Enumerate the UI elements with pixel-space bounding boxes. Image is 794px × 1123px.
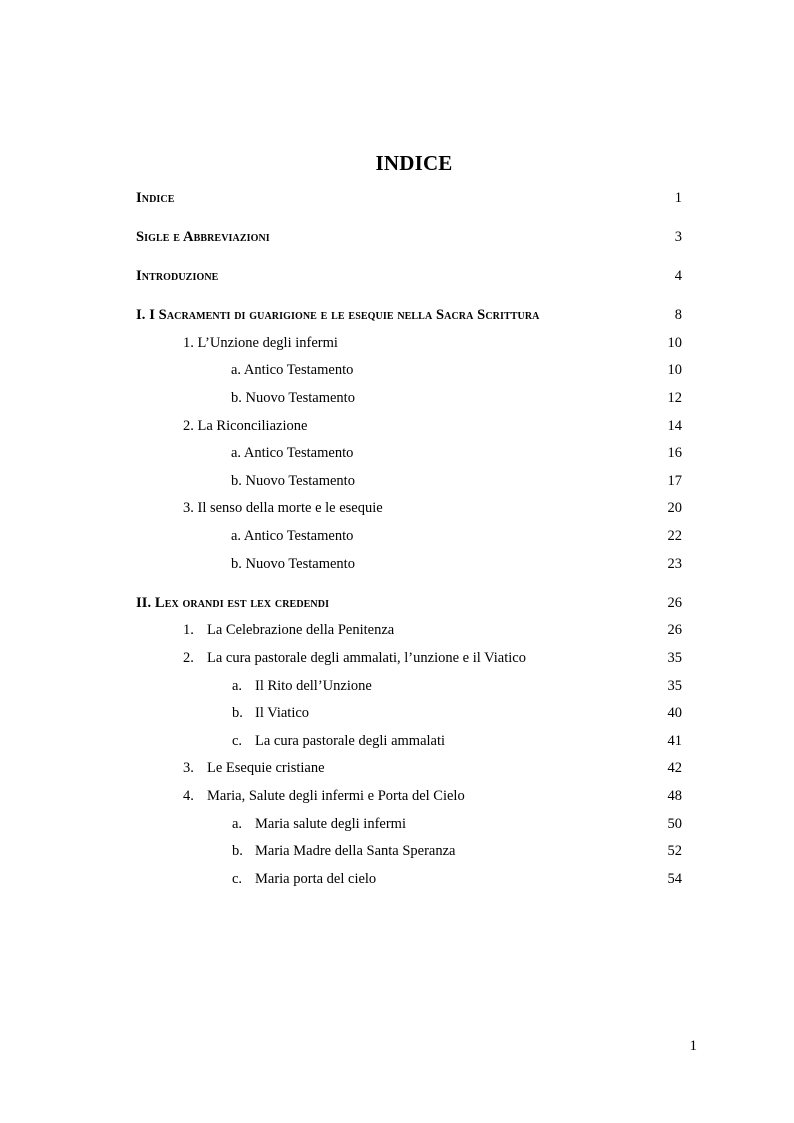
toc-section[interactable] [136,333,682,353]
toc-entry-page: 20 [667,500,682,516]
toc-subsection[interactable] [136,731,682,751]
toc-section[interactable] [136,416,682,436]
toc-chapter-1[interactable] [136,305,682,325]
toc-entry-label: La Celebrazione della Penitenza [207,622,395,638]
toc-entry-page: 16 [667,445,682,461]
toc-entry-page: 4 [674,268,682,284]
toc-entry-page: 12 [667,390,682,406]
toc-entry-page: 41 [667,733,682,749]
toc-entry-label: Indice [136,190,175,206]
toc-entry-page: 54 [667,871,682,887]
toc-entry-label: a. Antico Testamento [231,528,354,544]
toc-entry-page: 26 [667,622,682,638]
toc-entry-page: 14 [667,418,682,434]
toc-entry-label: b. Nuovo Testamento [231,390,355,406]
toc-entry-label: b. Nuovo Testamento [231,556,355,572]
toc-entry-label: Maria, Salute degli infermi e Porta del Cielo [207,788,465,804]
toc-section[interactable] [136,620,682,640]
toc-subsection[interactable] [136,388,682,408]
page-title: INDICE [375,151,453,175]
toc-entry-label: 1. L’Unzione degli infermi [183,335,338,351]
toc-entry-label: 2. La Riconciliazione [183,418,308,434]
toc-entry-label: a. Antico Testamento [231,362,354,378]
toc-entry-label: Il Rito dell’Unzione [255,678,372,694]
toc-subsection[interactable] [136,869,682,889]
toc-subsection[interactable] [136,443,682,463]
toc-entry-page: 8 [674,307,682,323]
toc-subsection[interactable] [136,841,682,861]
toc-entry-number: c. [232,733,243,749]
toc-section[interactable] [136,786,682,806]
toc-entry-number: b. [232,843,243,859]
toc-subsection[interactable] [136,676,682,696]
toc-subsection[interactable] [136,360,682,380]
toc-entry-number: a. [232,816,243,832]
toc-entry-indice[interactable] [136,188,682,208]
toc-entry-page: 10 [667,362,682,378]
toc-entry-page: 3 [674,229,682,245]
toc-entry-page: 10 [667,335,682,351]
toc-entry-label: Le Esequie cristiane [207,760,325,776]
toc-entry-label: II. Lex orandi est lex credendi [136,595,330,611]
toc-entry-number: 1. [183,622,194,638]
toc-entry-label: Maria porta del cielo [255,871,377,887]
page-number: 1 [689,1038,697,1054]
toc-entry-label: La cura pastorale degli ammalati, l’unzione e il Viatico [207,650,526,666]
toc-entry-label: Introduzione [136,268,219,284]
toc-entry-page: 40 [667,705,682,721]
toc-entry-number: c. [232,871,243,887]
toc-subsection[interactable] [136,703,682,723]
toc-entry-label: b. Nuovo Testamento [231,473,355,489]
toc-entry-page: 52 [667,843,682,859]
toc-entry-label: Il Viatico [255,705,310,721]
toc-entry-label: La cura pastorale degli ammalati [255,733,446,749]
toc-entry-page: 22 [667,528,682,544]
toc-entry-number: b. [232,705,243,721]
toc-section[interactable] [136,498,682,518]
toc-entry-page: 35 [667,678,682,694]
toc-entry-page: 17 [667,473,682,489]
toc-subsection[interactable] [136,554,682,574]
toc-entry-label: Sigle e Abbreviazioni [136,229,270,245]
toc-entry-label: Maria salute degli infermi [255,816,406,832]
toc-entry-page: 48 [667,788,682,804]
toc-entry-page: 42 [667,760,682,776]
toc-entry-number: 3. [183,760,194,776]
toc-entry-number: 2. [183,650,194,666]
toc-subsection[interactable] [136,471,682,491]
toc-subsection[interactable] [136,526,682,546]
toc-entry-page: 23 [667,556,682,572]
toc-entry-label: a. Antico Testamento [231,445,354,461]
toc-subsection[interactable] [136,814,682,834]
toc-entry-page: 26 [667,595,682,611]
toc-entry-label: Maria Madre della Santa Speranza [255,843,456,859]
toc-entry-label: I. I Sacramenti di guarigione e le esequie nella Sacra Scrittura [136,307,540,323]
toc-entry-introduzione[interactable] [136,266,682,286]
toc-chapter-2[interactable] [136,593,682,613]
toc-entry-page: 1 [674,190,682,206]
toc-entry-page: 50 [667,816,682,832]
toc-section[interactable] [136,648,682,668]
toc-section[interactable] [136,758,682,778]
toc-entry-label: 3. Il senso della morte e le esequie [183,500,383,516]
toc-entry-sigle[interactable] [136,227,682,247]
toc-entry-page: 35 [667,650,682,666]
toc-entry-number: a. [232,678,243,694]
toc-entry-number: 4. [183,788,194,804]
